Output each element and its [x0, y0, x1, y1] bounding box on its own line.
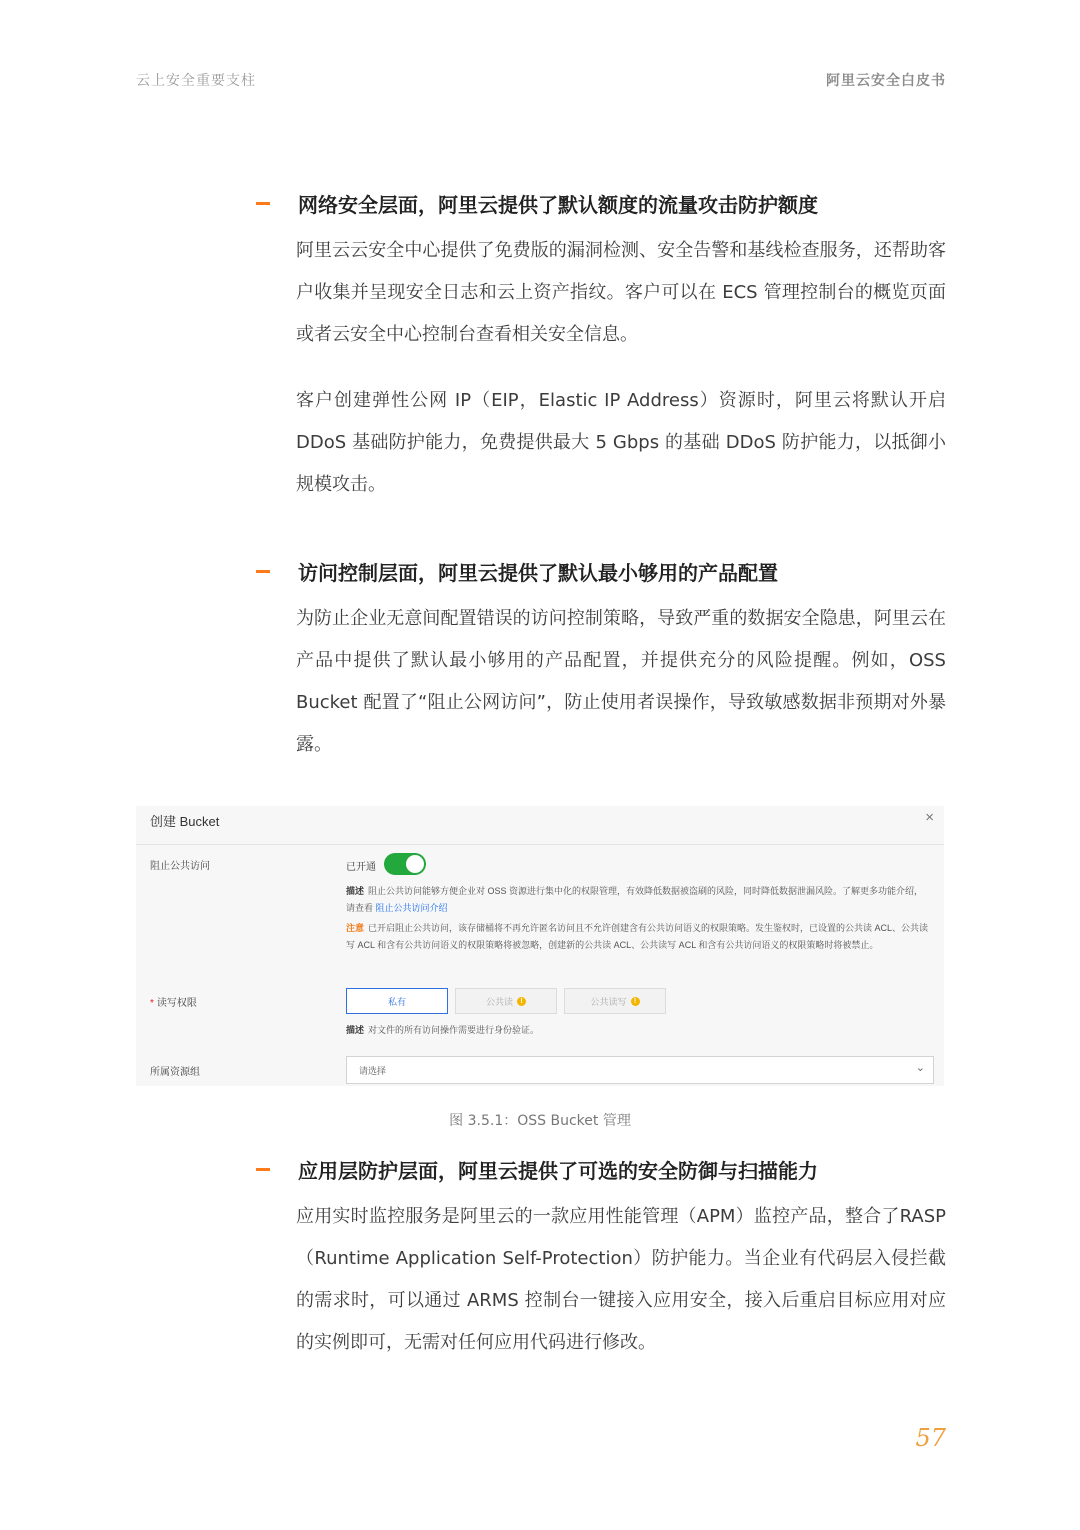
section-title: 访问控制层面，阿里云提供了默认最小够用的产品配置: [298, 560, 778, 585]
rw-permission-label: [150, 994, 197, 1009]
block-public-description: [346, 883, 931, 917]
desc-text: 阻止公共访问能够方便企业对 OSS 资源进行集中化的权限管理，有效降低数据被盗刷的风险，同时降低数据泄漏风险。了解更多功能介绍，请查看: [346, 886, 924, 913]
desc-label: 描述: [346, 1025, 365, 1035]
toggle-state-text: 已开通: [346, 862, 376, 873]
block-public-access-toggle[interactable]: [384, 853, 426, 875]
section-access-control: [256, 556, 946, 766]
create-bucket-dialog: [136, 806, 944, 1086]
perm-private-option[interactable]: [346, 988, 448, 1014]
warning-text: 已开启阻止公共访问，该存储桶将不再允许匿名访问且不允许创建含有公共访问语义的权限策略。发生鉴权时，已设置的公共读 ACL、公共读写 ACL 和含有公共访问语义的权限策略将被忽略，创建新的公共读 ACL、公共读写 ACL 和含有公共访问语义的权限策略时将被禁止。: [346, 923, 929, 950]
rw-permission-text: 读写权限: [156, 998, 197, 1009]
warning-icon: !: [517, 997, 526, 1006]
page-number: 57: [915, 1424, 946, 1452]
running-header-right: 阿里云安全白皮书: [826, 73, 946, 89]
rw-permission-description: [346, 1022, 931, 1039]
block-public-intro-link[interactable]: 阻止公共访问介绍: [375, 903, 448, 913]
desc-label: 描述: [346, 886, 365, 896]
perm-option-label: 私有: [387, 996, 406, 1007]
chevron-down-icon: ⌄: [915, 1062, 925, 1074]
perm-option-label: 公共读: [485, 996, 513, 1007]
resource-group-label: 所属资源组: [150, 1067, 200, 1078]
resource-group-select[interactable]: [346, 1056, 934, 1084]
perm-public-read-write-option[interactable]: [564, 988, 666, 1014]
paragraph: 应用实时监控服务是阿里云的一款应用性能管理（APM）监控产品，整合了RASP（Runtime Application Self-Protection）防护能力。当企业有代码层入侵拦截的需求时，可以通过 ARMS 控制台一键接入应用安全，接入后重启目标应用对应的实例即可，无需对任何应用代码进行修改。: [296, 1206, 946, 1353]
warning-icon: !: [631, 997, 640, 1006]
perm-public-read-option[interactable]: [455, 988, 557, 1014]
bullet-dash: [256, 1168, 270, 1171]
bullet-dash: [256, 570, 270, 573]
close-icon[interactable]: ×: [925, 809, 934, 826]
section-title: 网络安全层面，阿里云提供了默认额度的流量攻击防护额度: [298, 192, 818, 217]
running-header-left: 云上安全重要支柱: [136, 73, 256, 89]
paragraph: 阿里云云安全中心提供了免费版的漏洞检测、安全告警和基线检查服务，还帮助客户收集并呈现安全日志和云上资产指纹。客户可以在 ECS 管理控制台的概览页面或者云安全中心控制台查看相关安全信息。: [296, 240, 946, 345]
paragraph: 客户创建弹性公网 IP（EIP，Elastic IP Address）资源时，阿里云将默认开启 DDoS 基础防护能力，免费提供最大 5 Gbps 的基础 DDoS 防护能力，以抵御小规模攻击。: [296, 390, 946, 495]
section-title: 应用层防护层面，阿里云提供了可选的安全防御与扫描能力: [298, 1158, 818, 1183]
required-marker: *: [150, 998, 154, 1009]
block-public-warning: [346, 920, 931, 954]
desc-text: 对文件的所有访问操作需要进行身份验证。: [368, 1025, 540, 1035]
perm-option-label: 公共读写: [590, 996, 627, 1007]
bullet-dash: [256, 202, 270, 205]
section-network-security: [256, 188, 946, 506]
section-app-protection: [256, 1154, 946, 1364]
warning-label: 注意: [346, 923, 365, 933]
block-public-access-label: 阻止公共访问: [150, 861, 210, 872]
figure-caption: 图 3.5.1：OSS Bucket 管理: [449, 1113, 631, 1129]
dialog-title: 创建 Bucket: [150, 814, 220, 829]
paragraph: 为防止企业无意间配置错误的访问控制策略，导致严重的数据安全隐患，阿里云在产品中提供了默认最小够用的产品配置，并提供充分的风险提醒。例如，OSS Bucket 配置了“阻止公网访问”，防止使用者误操作，导致敏感数据非预期对外暴露。: [296, 608, 946, 755]
select-placeholder: 请选择: [359, 1065, 387, 1076]
toggle-knob: [406, 855, 424, 873]
divider: [136, 844, 944, 845]
